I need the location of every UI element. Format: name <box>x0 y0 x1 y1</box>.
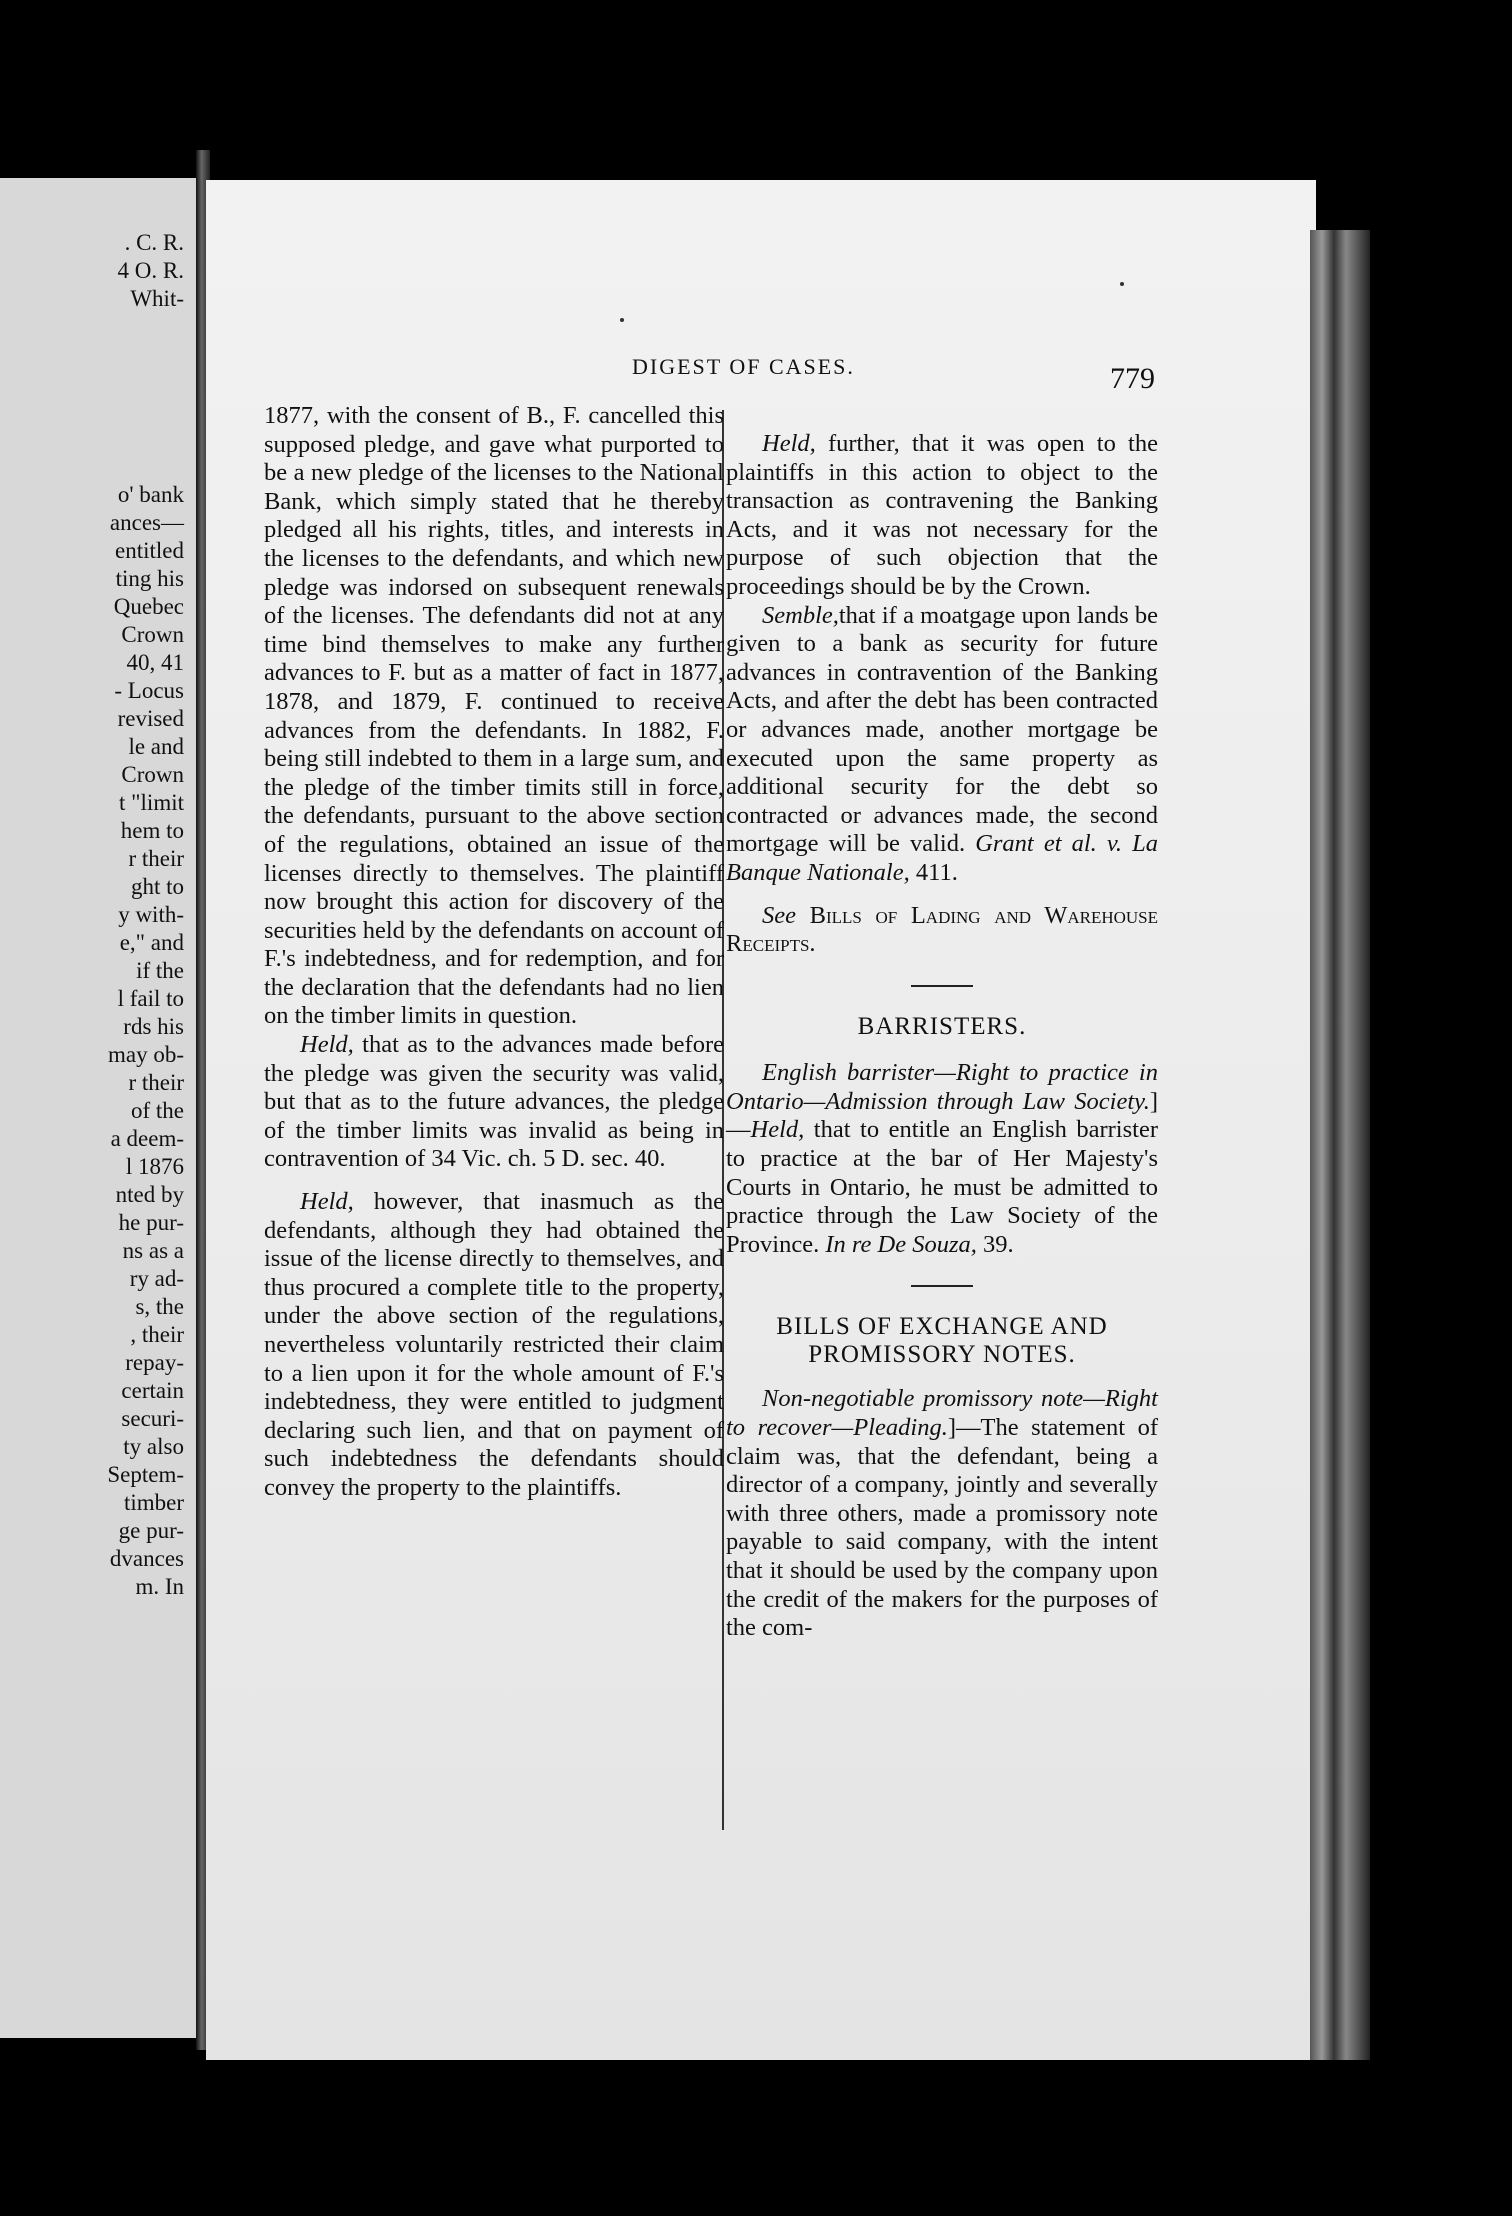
facing-page-line: 40, 41 <box>126 650 184 675</box>
facing-page-line: dvances <box>109 1546 184 1571</box>
paragraph <box>264 1031 724 1174</box>
scan-speck <box>1120 282 1124 286</box>
cross-reference-target: Bills of Lading and Warehouse Receipts. <box>726 901 1158 958</box>
facing-page-line: certain <box>121 1378 184 1403</box>
paragraph-text: 1877, with the consent of B., F. cancelled this supposed pledge, and gave what purported to be a new pledge of the licenses to the National Bank, which simply stated that he thereby pledged all his rights, titles, and interests in the licenses to the defendants, and which new pledge was indorsed on subsequent renewals of the licenses. The defendants did not at any time bind themselves to make any further advances to F. but as a matter of fact in 1877, 1878, and 1879, F. continued to receive advances from the defendants. In 1882, F. being still indebted to them in a large sum, and the pledge of the timber timits still in force, the defendants, pursuant to the above section of the regulations, obtained an issue of the licenses directly to themselves. The plaintiff now brought this action for discovery of the securities held by the defendants on account of F.'s indebtedness, and for redemption, and for the declaration that the defendants had no lien on the timber limits in question. <box>264 402 724 1030</box>
facing-page-line: timber <box>123 1490 184 1515</box>
section-heading-bills-of-exchange: BILLS OF EXCHANGE AND PROMISSORY NOTES. <box>776 1313 1108 1369</box>
facing-page-line: s, the <box>135 1294 184 1319</box>
facing-page-line: t "limit <box>119 790 184 815</box>
page-number: 779 <box>1110 362 1155 395</box>
facing-page-line: he pur- <box>118 1210 184 1235</box>
case-citation: Grant et al. v. La Banque Nationale, <box>726 830 1158 886</box>
facing-page-line: ge pur- <box>118 1518 184 1543</box>
facing-page-line: Whit- <box>130 286 184 311</box>
facing-page-line: e," and <box>119 930 184 955</box>
facing-page-line: of the <box>130 1098 184 1123</box>
running-title: DIGEST OF CASES. <box>632 354 855 379</box>
facing-page-line: securi- <box>121 1406 184 1431</box>
facing-page-line: r their <box>128 1070 184 1095</box>
facing-page-line: rds his <box>123 1014 184 1039</box>
bracket: ]— <box>726 1087 1158 1144</box>
facing-page-line: l fail to <box>117 986 184 1011</box>
catchwords: English barrister—Right to practice in Ontario—Admission through Law Society. <box>726 1059 1158 1115</box>
paragraph-text: that as to the advances made before the pledge was given the security was valid, but that as to the future advances, the pledge of the timber limits was invalid as being in contravention of 34 Vic. ch. 5 D. sec. 40. <box>264 1031 724 1173</box>
facing-page-line: ting his <box>115 566 184 591</box>
citation-page: 411. <box>909 858 958 886</box>
facing-page-line: ry ad- <box>129 1266 184 1291</box>
facing-page-line: ty also <box>123 1434 184 1459</box>
facing-page-line: Crown <box>121 762 184 787</box>
facing-page-line: a deem- <box>110 1126 184 1151</box>
semble-label: Semble, <box>762 601 839 629</box>
paragraph <box>264 1188 724 1503</box>
facing-page-line: ght to <box>130 874 184 899</box>
section-rule <box>911 985 973 987</box>
catchwords: Non-negotiable promissory note—Right to recover—Pleading. <box>726 1385 1158 1442</box>
facing-page-line: hem to <box>120 818 184 843</box>
facing-page-line: nted by <box>115 1182 184 1207</box>
case-citation: In re De Souza, <box>825 1230 977 1258</box>
facing-page-line: if the <box>136 958 184 983</box>
scan-speck <box>620 318 624 322</box>
facing-page-line: o' bank <box>117 482 184 507</box>
paragraph-text: further, that it was open to the plaintiffs in this action to object to the transaction as contravening the Banking Acts, and it was not necessary for the purpose of such objection that the proceedings should be by the Crown. <box>726 430 1158 600</box>
section-rule <box>911 1285 973 1287</box>
paragraph <box>726 430 1158 602</box>
paragraph <box>726 1385 1158 1642</box>
paragraph <box>726 1059 1158 1259</box>
paragraph-text: that to entitle an English barrister to practice at the bar of Her Majesty's Courts in Ontario, he must be admitted to practice through the Law Society of the Province. <box>726 1116 1158 1258</box>
facing-page-line: Crown <box>121 622 184 647</box>
facing-page-line: revised <box>117 706 184 731</box>
facing-page-line: le and <box>128 734 184 759</box>
facing-page-line: l 1876 <box>125 1154 184 1179</box>
facing-page-line: ances— <box>109 510 184 535</box>
right-column <box>726 430 1158 1643</box>
held-label: Held, <box>762 430 816 457</box>
facing-page-line: entitled <box>115 538 184 563</box>
held-label: Held, <box>300 1031 354 1059</box>
held-label: Held, <box>750 1116 805 1144</box>
left-column <box>264 402 724 1503</box>
facing-page-line: . C. R. <box>124 230 184 255</box>
cross-reference <box>726 902 1158 959</box>
citation-page: 39. <box>976 1230 1014 1258</box>
held-label: Held, <box>300 1188 354 1216</box>
facing-page-line: Septem- <box>107 1462 184 1487</box>
facing-page-line: m. In <box>135 1574 184 1599</box>
paragraph <box>264 402 724 1031</box>
facing-page-fragment <box>0 178 198 2038</box>
paragraph-text: that if a moatgage upon lands be given to a bank as security for future advances in contravention of the Banking Acts, and after the debt has been contracted or advances made, another mortgage be executed upon the same property as additional security for the debt so contracted or advances made, the second mortgage will be valid. <box>726 601 1158 858</box>
facing-page-line: , their <box>130 1322 184 1347</box>
paragraph-text: however, that inasmuch as the defendants, although they had obtained the issue of the license directly to themselves, and thus procured a complete title to the property, under the above section of the regulations, nevertheless voluntarily restricted their claim to a lien upon it for the whole amount of F.'s indebtedness, they were entitled to judgment declaring such lien, and that on payment of such indebtedness the defendants should convey the property to the plaintiffs. <box>264 1188 724 1501</box>
facing-page-line: 4 O. R. <box>117 258 184 283</box>
facing-page-line: may ob- <box>107 1042 184 1067</box>
facing-page-line: repay- <box>125 1350 184 1375</box>
section-heading-barristers: BARRISTERS. <box>857 1012 1027 1040</box>
see-label: See <box>762 901 810 929</box>
facing-page-line: y with- <box>118 902 184 927</box>
facing-page-line: - Locus <box>114 678 184 703</box>
paragraph-text: ]—The statement of claim was, that the defendant, being a director of a company, jointly and severally with three others, made a promissory note payable to said company, with the intent that it should be used by the company upon the credit of the makers for the purposes of the com- <box>726 1414 1159 1642</box>
facing-page-line: ns as a <box>122 1238 184 1263</box>
facing-page-line: r their <box>128 846 184 871</box>
page-edge <box>1310 230 1370 2060</box>
paragraph <box>726 602 1158 888</box>
facing-page-line: Quebec <box>113 594 184 619</box>
